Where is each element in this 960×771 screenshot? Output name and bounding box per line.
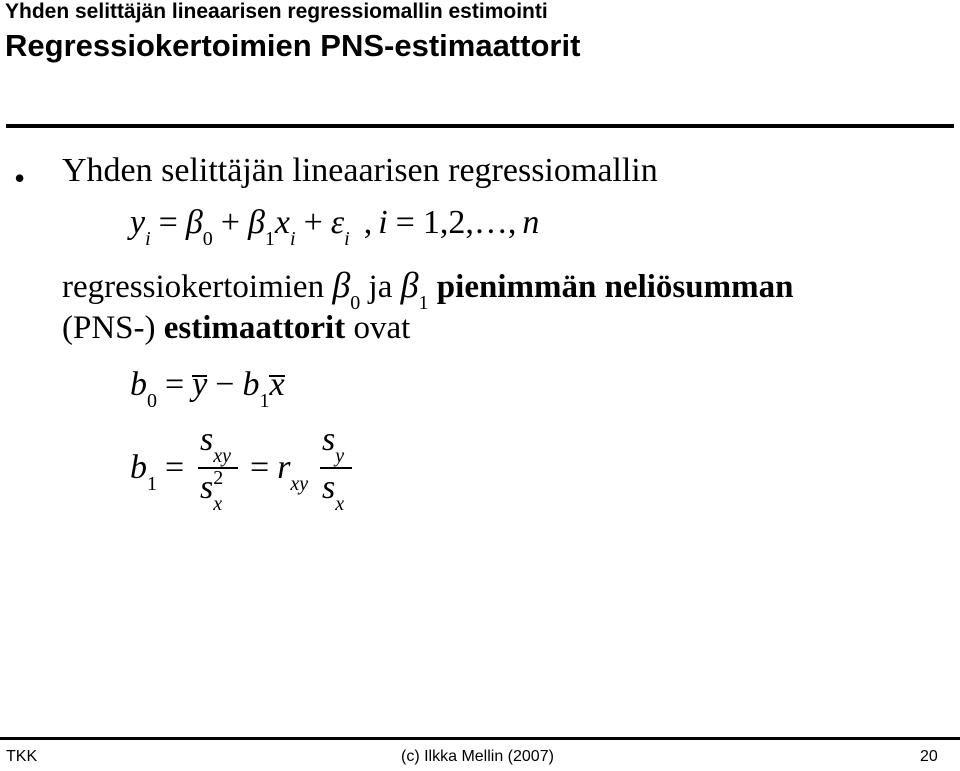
line3-bold: estimaattorit	[163, 310, 346, 346]
eq-x: x	[274, 204, 290, 241]
b1-sub: 1	[147, 473, 157, 495]
b0-equals: =	[165, 366, 185, 403]
bullet-icon: •	[14, 160, 26, 196]
beta1-sub: 1	[418, 292, 429, 314]
frac1-num	[200, 421, 231, 467]
eq-sub-1: 1	[264, 228, 275, 250]
title-divider	[6, 124, 954, 128]
eq-range: 1,2,…,	[422, 204, 517, 241]
s-symbol: s	[200, 421, 214, 458]
beta1-symbol: β	[400, 265, 419, 305]
estimators-text	[62, 310, 410, 347]
eq-sub-i: i	[344, 228, 350, 250]
xbar: x	[269, 366, 285, 403]
b1-equation	[130, 421, 430, 525]
eq-i: i	[378, 204, 388, 241]
frac2-den	[322, 469, 345, 515]
b1-equals-2: =	[250, 449, 270, 486]
frac1-den	[200, 467, 224, 515]
sub-xy: xy	[213, 445, 231, 467]
b1-b: b	[130, 449, 147, 486]
eq-y: y	[130, 204, 146, 241]
beta0-sub: 0	[350, 292, 361, 314]
sub-x: x	[213, 493, 223, 515]
eq-plus: +	[303, 204, 323, 241]
s-symbol: s	[322, 469, 336, 506]
footer-copyright: (c) Ilkka Mellin (2007)	[401, 748, 554, 765]
b1-b: b	[242, 366, 260, 403]
footer-institution: TKK	[6, 748, 38, 765]
eq-sub-0: 0	[202, 228, 213, 250]
sup-2: 2	[213, 467, 224, 489]
page-number: 20	[920, 748, 938, 765]
eq-equals: =	[395, 204, 415, 241]
line2-bold: pienimmän neliösumman	[436, 269, 794, 305]
s-symbol: s	[322, 421, 336, 458]
line3-prefix: (PNS-)	[62, 310, 156, 346]
eq-n: n	[522, 204, 540, 241]
beta0-symbol: β	[332, 265, 351, 305]
eq-plus: +	[220, 204, 240, 241]
eq-epsilon: ε	[330, 204, 345, 241]
b1-mid	[242, 449, 309, 495]
page-subtitle: Yhden selittäjän lineaarisen regressiomallin estimointi	[5, 0, 548, 23]
eq-beta: β	[247, 204, 265, 241]
line3-suffix: ovat	[353, 310, 411, 346]
b0-equation	[130, 366, 285, 412]
eq-sub-i: i	[145, 228, 151, 250]
eq-sub-i: i	[290, 228, 296, 250]
intro-text: Yhden selittäjän lineaarisen regressiomallin	[62, 152, 658, 189]
sub-xy: xy	[290, 473, 309, 495]
coefficients-text	[62, 264, 794, 314]
page-title: Regressiokertoimien PNS-estimaattorit	[5, 28, 581, 63]
b1-lhs	[130, 449, 192, 495]
sub-y: y	[335, 445, 345, 467]
b0-sub: 0	[147, 390, 157, 412]
eq-equals: =	[158, 204, 178, 241]
b0-minus: −	[215, 366, 235, 403]
b1-equals: =	[165, 449, 185, 486]
s-symbol: s	[200, 469, 214, 506]
sub-x: x	[335, 493, 345, 515]
line2-prefix: regressiokertoimien	[62, 269, 325, 305]
eq-beta: β	[185, 204, 203, 241]
b1-sub: 1	[259, 390, 270, 412]
ybar: y	[192, 366, 208, 403]
model-equation	[130, 204, 540, 250]
line2-ja: ja	[368, 269, 393, 305]
frac2-num	[322, 421, 345, 467]
eq-comma: ,	[363, 204, 373, 241]
footer-divider	[0, 737, 960, 740]
b0-b: b	[130, 366, 147, 403]
r-symbol: r	[277, 449, 291, 486]
